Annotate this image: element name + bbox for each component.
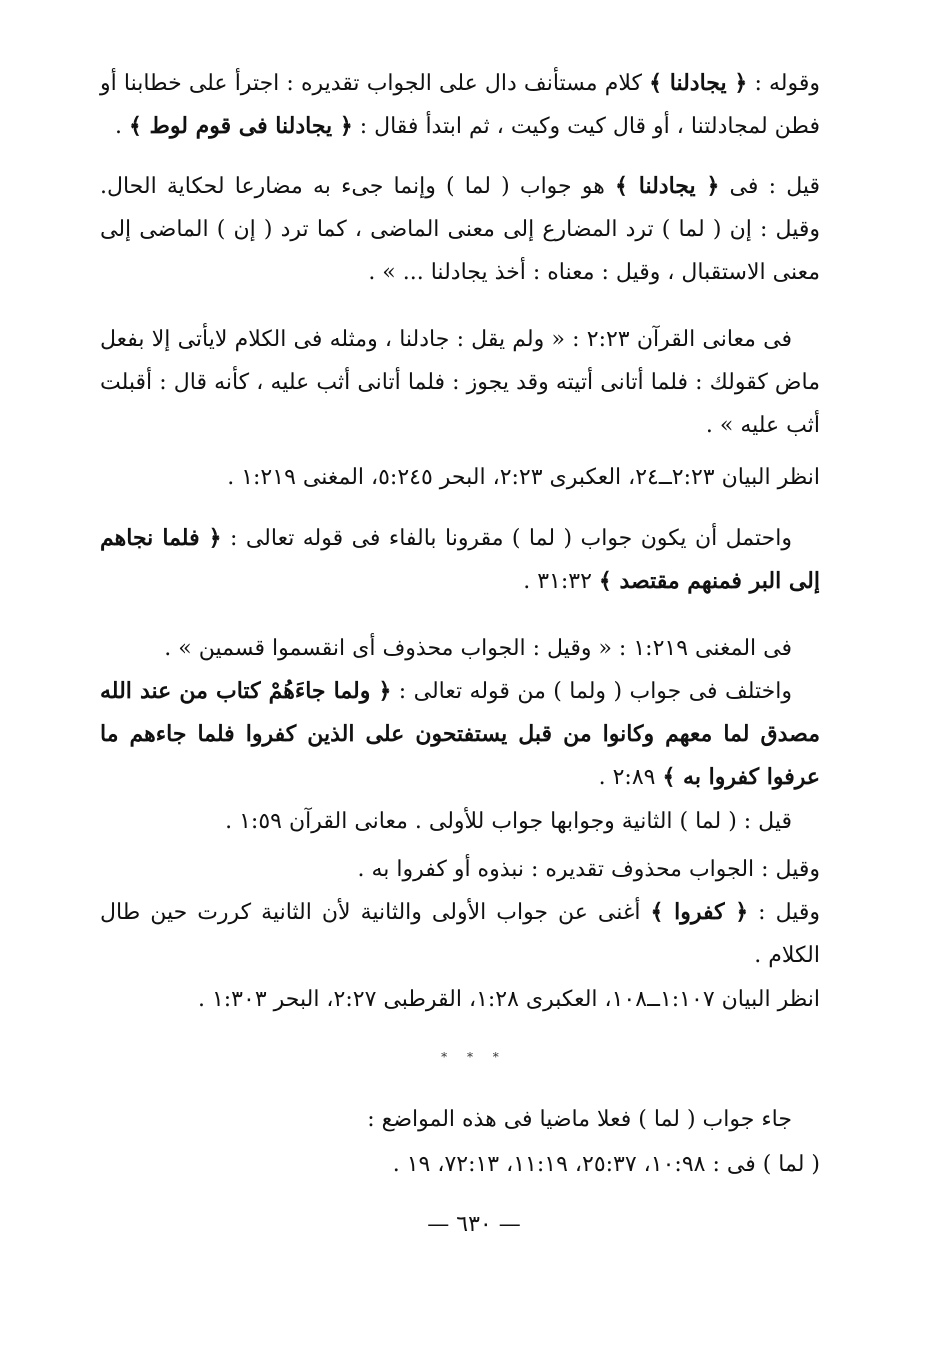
paragraph-ihtamal <box>100 517 820 603</box>
text-segment: كلام مستأنف دال على الجواب تقديره : اجترأ على خطابنا أو فطن لمجادلتنا ، أو قال كيت وكيت ، ثم ابتدأ فقال : <box>100 71 820 139</box>
section-separator: * * * <box>441 1050 507 1064</box>
paragraph-references-1 <box>100 456 820 499</box>
paragraph-mughni <box>100 627 820 670</box>
text-segment: ٢:٨٩ . <box>598 765 663 790</box>
text-segment: فى المغنى ١:٢١٩ : « وقيل : الجواب محذوف أى انقسموا قسمين » . <box>164 636 792 661</box>
quran-quote: ﴿ ولما جاءَهُمْ كتاب من عند الله مصدق لما معهم وكانوا من قبل يستفتحون على الذين كفروا فلما جاءهم ما عرفوا كفروا به ﴾ <box>100 678 820 790</box>
paragraph-qila-lamma <box>100 800 820 843</box>
quran-quote: ﴿ يجادلنا ﴾ <box>649 70 748 96</box>
text-segment: انظر البيان ٢:٢٣ــ٢٤، العكبرى ٢:٢٣، البحر ٥:٢٤٥، المغنى ١:٢١٩ . <box>227 465 820 490</box>
text-segment: قيل : فى <box>719 174 821 199</box>
text-segment: ( لما ) فى : ١٠:٩٨، ٢٥:٣٧، ١١:١٩، ٧٢:١٣، ١٩ . <box>392 1152 820 1177</box>
page-number: — ٦٣٠ — <box>427 1212 521 1237</box>
text-segment: ٣١:٣٢ . <box>523 569 599 594</box>
paragraph-qawluhu <box>100 62 820 148</box>
paragraph-maani-alquran <box>100 318 820 447</box>
paragraph-references-2 <box>100 978 820 1021</box>
paragraph-jawab-madi <box>100 1098 820 1141</box>
text-segment: جاء جواب ( لما ) فعلا ماضيا فى هذه المواضع : <box>367 1107 792 1132</box>
paragraph-ikhtalaf <box>100 670 820 799</box>
quran-quote: ﴿ كفروا ﴾ <box>650 899 749 925</box>
text-segment: انظر البيان ١:١٠٧ــ١٠٨، العكبرى ١:٢٨، القرطبى ٢:٢٧، البحر ١:٣٠٣ . <box>197 987 820 1012</box>
text-segment: . <box>115 114 129 139</box>
text-segment: وقيل : <box>748 900 821 925</box>
text-segment: أغنى عن جواب الأولى والثانية لأن الثانية كررت حين طال الكلام . <box>100 900 820 968</box>
text-segment: واحتمل أن يكون جواب ( لما ) مقرونا بالفاء فى قوله تعالى : <box>221 526 792 551</box>
paragraph-mawadi <box>100 1143 820 1186</box>
text-segment: واختلف فى جواب ( ولما ) من قوله تعالى : <box>391 679 793 704</box>
quran-quote: ﴿ فلما نجاهم إلى البر فمنهم مقتصد ﴾ <box>100 525 820 594</box>
paragraph-mahdhuf <box>100 848 820 891</box>
paragraph-qila-yujadiluna <box>100 165 820 294</box>
text-segment: وقوله : <box>747 71 821 96</box>
text-segment: وقيل : الجواب محذوف تقديره : نبذوه أو كفروا به . <box>357 857 820 882</box>
text-segment: هو جواب ( لما ) وإنما جىء به مضارعا لحكاية الحال. وقيل : إن ( لما ) ترد المضارع إلى معنى الماضى ، كما ترد ( إن ) الماضى إلى معنى الاستقبال ، وقيل : معناه : أخذ يجادلنا ... » . <box>100 174 820 285</box>
quran-quote: ﴿ يجادلنا ﴾ <box>615 173 720 199</box>
text-segment: قيل : ( لما ) الثانية وجوابها جواب للأولى . معانى القرآن ١:٥٩ . <box>225 809 792 834</box>
paragraph-kafaru <box>100 891 820 977</box>
quran-quote: ﴿ يجادلنا فى قوم لوط ﴾ <box>129 113 353 139</box>
text-segment: فى معانى القرآن ٢:٢٣ : « ولم يقل : جادلنا ، ومثله فى الكلام لايأتى إلا بفعل ماض كقولك : فلما أتانى أتيته وقد يجوز : فلما أتانى أثب عليه ، كأنه قال : أقبلت أثب عليه » . <box>100 327 820 438</box>
